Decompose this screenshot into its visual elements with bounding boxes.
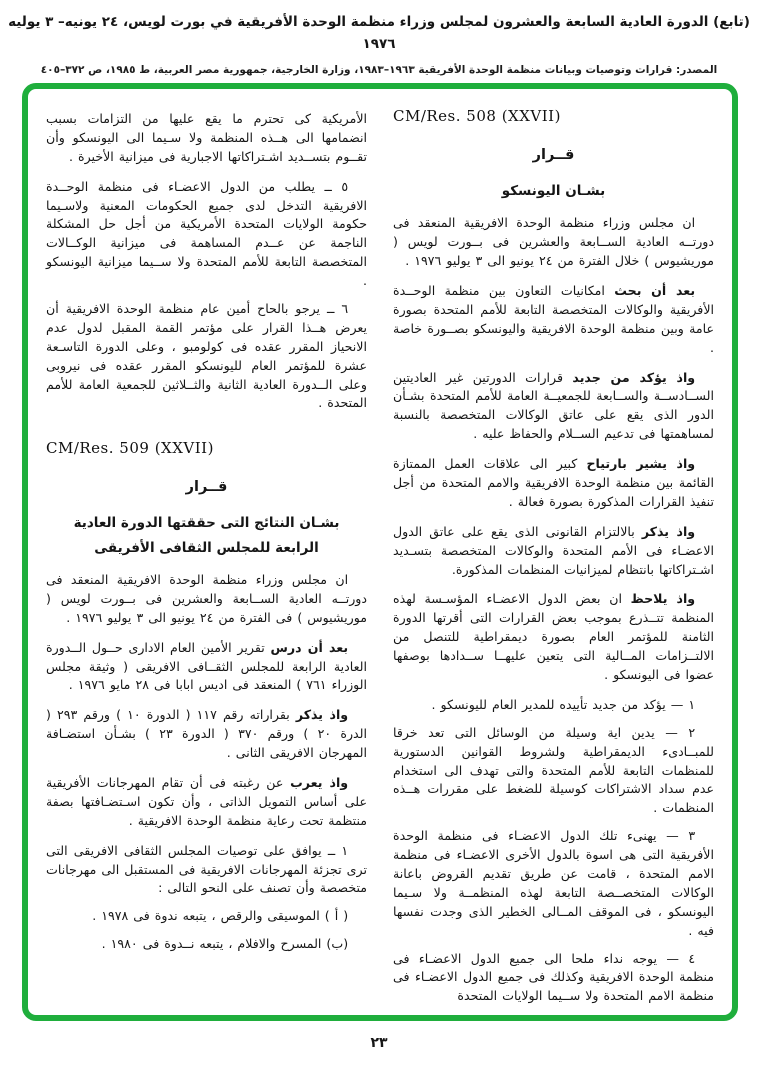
resolution-509-subtitle-line2: الرابعة للمجلس الثقافى الأفريقى — [94, 539, 319, 556]
resolution-508-title: قــرار — [532, 147, 575, 163]
res508-operative-6 — [46, 300, 367, 413]
res508-paragraph-preamble — [393, 214, 714, 271]
res508-paragraph-2 — [393, 369, 714, 445]
res508-paragraph-1 — [393, 282, 714, 358]
page-header — [0, 12, 758, 76]
paragraph-text: ١ ــ يوافق على توصيات المجلس الثقافى الافريقى التى ترى تجزئة المهرجانات الافريقية فى المستقبل الى مهرجانات متخصصة وأن تصنف على النحو التالى : — [46, 842, 367, 896]
res508-operative-3 — [393, 827, 714, 940]
res508-paragraph-3 — [393, 455, 714, 512]
res508-operative-4-continuation — [46, 110, 367, 167]
paragraph-text: ٥ ــ يطلب من الدول الاعضـاء فى منظمة الوحــدة الافريقية التدخل لدى جميع الحكومات المعنية ولاسـيما حكومة الولايات المتحدة الأمريكية من أجل حل المشكلة الناجمة عن عــدم المساهمة فى ميزانية الوكــالات المتخصصة التابعة للأمم المتحدة ولا ســيما ميزانية اليونسكو . — [46, 178, 367, 289]
green-border-frame — [22, 83, 738, 1021]
res508-operative-1 — [393, 696, 714, 715]
paragraph-lead: واذ يلاحظ — [630, 591, 696, 607]
paragraph-text: ان مجلس وزراء منظمة الوحدة الافريقية المنعقد فى دورتــه العادية الســابعة والعشرين فى بــورت لويس ( موريشيوس ) فى الفترة من ٢٤ يونيو الى ٣ يوليو ١٩٧٦ . — [46, 571, 367, 625]
paragraph-text: ان بعض الدول الاعضـاء المؤسـسة لهذه المنظمة تتــذرع بموجب بعض القرارات التى أقرتها الدورة الثامنة للمؤتمر العام بصورة ديمقراطية للتنصل من الالتــزامات المــالية التى يتعين عليهــا ســدادها بوصفها عضوا فى اليونسكو . — [393, 591, 714, 682]
paragraph-lead: واذ يؤكد من جديد — [572, 369, 696, 385]
paragraph-text: ٦ ــ يرجو بالحاح أمين عام منظمة الوحدة الافريقية أن يعرض هــذا القرار على مؤتمر القمة المقبل لدول عدم الانحياز المقرر عقده فى كولومبو ، وعلى الدورة التاسـعة عشرة للمؤتمر العام لليونسكو المقرر عقده فى نيروبى وعلى الــدورة العادية الثانية والثــلاثين للجمعية العامة للأمم المتحدة . — [46, 301, 367, 411]
paragraph-text: بقراراته رقم ١١٧ ( الدورة ١٠ ) ورقم ٢٩٣ ( الدرة ٢٠ ) ورقم ٣٧٠ ( الدورة ٢٣ ) بشـأن استضـافة المهرجان الافريقى الثانى . — [46, 707, 367, 761]
res509-paragraph-3 — [46, 774, 367, 831]
res508-paragraph-4 — [393, 523, 714, 580]
res509-paragraph-2 — [46, 706, 367, 763]
header-title: (تابع) الدورة العادية السابعة والعشرون لمجلس وزراء منظمة الوحدة الأفريقية في بورت لويس، ٢٤ يونيه– ٣ يوليه ١٩٧٦ — [8, 14, 750, 52]
paragraph-text: ٤ — يوجه نداء ملحا الى جميع الدول الاعضـاء فى منظمة الوحدة الافريقية وكذلك فى جميع الدول الاعضـاء فى منظمة الامم المتحدة ولا ســيما الولايات المتحدة — [393, 950, 714, 1004]
header-source: المصدر: قرارات وتوصيات وبيانات منظمة الوحدة الأفريقية ١٩٦٣–١٩٨٣، وزارة الخارجية، جمهورية مصر العربية، ط ١٩٨٥، ص ٣٧٢–٤٠٥ — [40, 64, 718, 77]
paragraph-text: تقرير الأمين العام الادارى حــول الــدورة العادية الرابعة للمجلس الثقــافى الافريقى ( وثيقة مجلس الوزراء ٧٦١ ) المنعقد فى اديس ابابا فى ٢٨ مايو ١٩٧٦ . — [46, 639, 367, 693]
paragraph-lead: بعد أن بحث — [614, 282, 696, 298]
paragraph-text: ١ — يؤكد من جديد تأييده للمدير العام لليونسكو . — [431, 696, 696, 712]
resolution-509-subtitle — [46, 511, 367, 560]
paragraph-text: ٢ — يدين اية وسيلة من الوسائل التى تعد خرقا للمبــادىء الديمقراطية ولشروط القوانين الدستورية للمنظمات التابعة للأمم المتحدة والتى تهدف الى استخدام عدم سداد الاشتراكات كوسيلة للضغط على مقررات هــذه المنظمات . — [393, 724, 714, 816]
paragraph-text: عن رغبته فى أن تقام المهرجانات الأفريقية على أساس التمويل الذاتى ، وأن تكون اسـتضـافتها بصفة منتظمة تحت رعاية منظمة الوحدة الافريقية . — [46, 774, 367, 828]
paragraph-lead: واذ يشير بارتياح — [586, 456, 696, 472]
res509-list-item-b — [46, 935, 367, 954]
column-right-res508 — [393, 99, 714, 1005]
paragraph-lead: واذ يذكر — [295, 707, 349, 723]
res508-paragraph-5 — [393, 590, 714, 684]
column-left-res509 — [46, 99, 367, 1005]
paragraph-text: امكانيات التعاون بين منظمة الوحــدة الأفريقية والوكالات المتخصصة التابعة للأمم المتحدة بصورة عامة وبين منظمة الوحدة الافريقية واليونسكو بصــورة خاصة . — [393, 282, 714, 355]
res509-paragraph-1 — [46, 639, 367, 696]
paragraph-text: الأمريكية كى تحترم ما يقع عليها من التزامات بسبب انضمامها الى هــذه المنظمة ولا سـيما الى اليونسكو وأن تقــوم بتســديد اشـتراكاتها الاجبارية فى ميزانية الأخيرة . — [46, 111, 367, 164]
resolution-508-ref: CM/Res. 508 (XXVII) — [393, 107, 561, 125]
res508-operative-4 — [393, 950, 714, 1007]
resolution-509-title: قــرار — [185, 479, 228, 496]
paragraph-lead: واذ يذكر — [641, 523, 696, 539]
res509-paragraph-preamble — [46, 571, 367, 628]
resolution-509-ref: CM/Res. 509 (XXVII) — [46, 439, 214, 458]
paragraph-text: ( أ ) الموسيقى والرقص ، يتبعه ندوة فى ١٩٧٨ . — [92, 908, 349, 924]
paragraph-text: كبير الى علاقات العمل الممتازة القائمة بين منظمة الوحدة الافريقية والامم المتحدة من أجل تنفيذ القرارات المذكورة بصورة فعالة . — [393, 456, 714, 509]
paragraph-text: بالالتزام القانونى الذى يقع على عاتق الدول الاعضـاء فى الأمم المتحدة والوكالات المتخصصة بتسـديد اشـتراكاتها بانتظام لميزانيات المنظمات المذكورة. — [393, 523, 714, 577]
res509-operative-1 — [46, 842, 367, 899]
paragraph-text: (ب) المسرح والافلام ، يتبعه نــدوة فى ١٩٨٠ . — [101, 936, 349, 952]
paragraph-text: قرارات الدورتين غير العاديتين الســادســة والســابعة للجمعيــة العامة للأمم المتحدة بشـأن الدور الذى يقع على عاتق الوكالات المتخصصة بالنسبة لمساهمتها فى تدعيم الســلام والحفاظ عليه . — [393, 369, 714, 442]
res508-operative-2 — [393, 724, 714, 818]
res509-list-item-a — [46, 907, 367, 926]
two-column-layout — [46, 99, 714, 1005]
paragraph-lead: واذ يعرب — [290, 774, 349, 790]
res508-operative-5 — [46, 178, 367, 291]
paragraph-lead: بعد أن درس — [270, 639, 349, 655]
resolution-508-subtitle: بشـان اليونسكو — [501, 183, 606, 199]
resolution-509-subtitle-line1: بشـان النتائج التى حققتها الدورة العادية — [73, 515, 340, 532]
paragraph-text: ان مجلس وزراء منظمة الوحدة الافريقية المنعقد فى دورتــه العادية الســابعة والعشرين فى بــورت لويس ( موريشيوس ) خلال الفترة من ٢٤ يونيو الى ٣ يوليو ١٩٧٦ . — [393, 215, 714, 269]
page-number: ٢٣ — [370, 1035, 388, 1051]
paragraph-text: ٣ — يهنىء تلك الدول الاعضـاء فى منظمة الوحدة الأفريقية التى هى اسوة بالدول الأخرى الاعضـاء فى منظمة الامم المتحدة ، قامت عن طريق تقديم القروض باعانة الوكالات المتخصــصة التابعة لهذه المنظمــة ولا سـيما اليونسكو ، فى الموقف المــالى الخطير الذى وجدت نفسها فيه . — [393, 828, 714, 938]
